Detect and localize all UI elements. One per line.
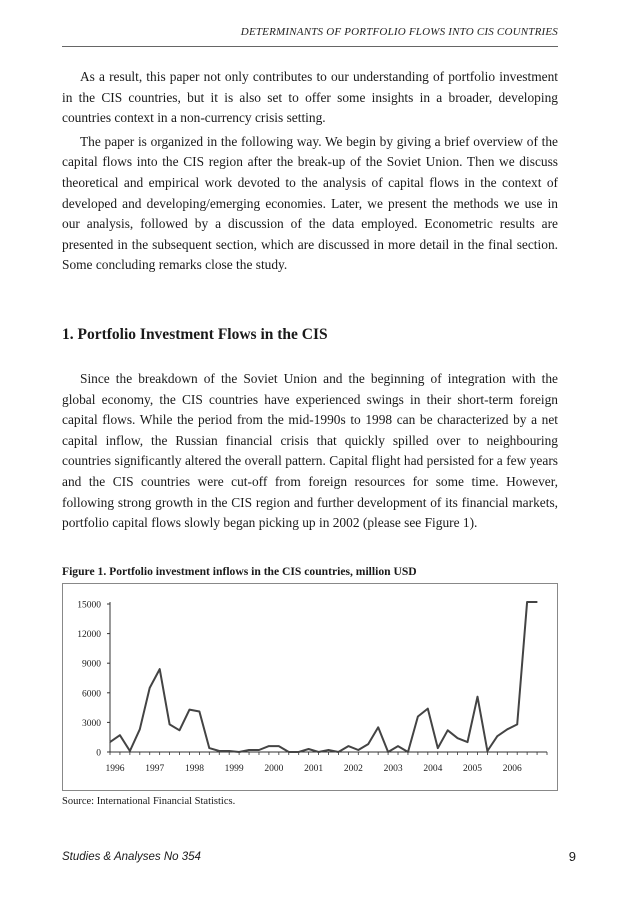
figure-box <box>62 583 558 791</box>
y-tick-label: 3000 <box>82 718 101 729</box>
x-tick-label: 1999 <box>224 764 244 774</box>
figure-source: Source: International Financial Statistics. <box>62 796 236 807</box>
data-point <box>457 738 458 739</box>
data-point <box>507 729 508 730</box>
x-tick-label: 1998 <box>184 764 204 774</box>
data-point <box>149 687 150 688</box>
data-point <box>278 746 279 747</box>
data-point <box>397 746 398 747</box>
data-point <box>447 730 448 731</box>
data-point <box>527 601 528 602</box>
y-tick-label: 9000 <box>82 659 101 670</box>
y-tick-label: 6000 <box>82 689 101 700</box>
data-point <box>169 724 170 725</box>
page-number: 9 <box>568 849 576 864</box>
data-point <box>159 669 160 670</box>
data-point <box>189 709 190 710</box>
data-point <box>328 749 329 750</box>
data-point <box>248 749 249 750</box>
data-point <box>308 748 309 749</box>
data-point <box>298 751 299 752</box>
y-tick-label: 12000 <box>77 630 101 641</box>
running-header: DETERMINANTS OF PORTFOLIO FLOWS INTO CIS COUNTRIES <box>240 26 558 38</box>
intro-paragraph-1: As a result, this paper not only contributes to our understanding of portfolio investment in the CIS countries, but it is also set to offer some insights in a broader, developing countries context in a non-currency crisis setting. <box>62 69 558 126</box>
data-point <box>427 708 428 709</box>
data-point <box>358 749 359 750</box>
x-tick-label: 2001 <box>304 764 324 774</box>
data-point <box>209 748 210 749</box>
data-point <box>378 727 379 728</box>
data-point <box>119 735 120 736</box>
data-point <box>229 750 230 751</box>
data-point <box>239 751 240 752</box>
data-point <box>467 742 468 743</box>
header-rule <box>62 46 558 47</box>
x-tick-label: 1996 <box>105 764 125 774</box>
x-tick-label: 2004 <box>423 764 443 774</box>
x-tick-label: 2006 <box>502 764 522 774</box>
footer-series-title: Studies & Analyses No 354 <box>62 851 201 863</box>
data-point <box>338 751 339 752</box>
y-tick-label: 15000 <box>77 600 101 611</box>
data-point <box>368 744 369 745</box>
data-point <box>388 751 389 752</box>
y-tick-label: 0 <box>96 748 101 759</box>
data-point <box>318 751 319 752</box>
data-point <box>348 746 349 747</box>
data-point <box>139 729 140 730</box>
x-tick-label: 1997 <box>145 764 165 774</box>
section-heading: 1. Portfolio Investment Flows in the CIS <box>62 326 328 343</box>
figure-caption: Figure 1. Portfolio investment inflows in the CIS countries, million USD <box>62 565 417 578</box>
data-point <box>417 716 418 717</box>
data-point <box>537 601 538 602</box>
x-tick-label: 2002 <box>343 764 363 774</box>
data-point <box>179 730 180 731</box>
data-point <box>288 751 289 752</box>
data-point <box>437 748 438 749</box>
data-point <box>487 750 488 751</box>
x-tick-label: 2003 <box>383 764 403 774</box>
intro-paragraph-2: The paper is organized in the following way. We begin by giving a brief overview of the capital flows into the CIS region after the break-up of the Soviet Union. Then we discuss theoretical and empirical work devoted to the analysis of capital flows in the context of developed and developing/emerging economies. Later, we present the methods we use in our analysis, followed by a discussion of the data employed. Econometric results are presented in the subsequent section, which are discussed in more detail in the final section. Some concluding remarks close the study. <box>62 133 558 273</box>
data-point <box>477 696 478 697</box>
data-point <box>517 724 518 725</box>
section-paragraph: Since the breakdown of the Soviet Union and the beginning of integration with the global economy, the CIS countries have experienced swings in their short-term foreign capital flows. While the period from the mid-1990s to 1998 can be characterized by a net capital inflow, the Russian financial crisis that quickly spilled over to neighbouring countries significantly altered the overall pattern. Capital flight had persisted for a few years and the CIS countries were cut-off from foreign resources for some time. However, following strong growth in the CIS region and further development of its financial markets, portfolio capital flows slowly began picking up in 2002 (please see Figure 1). <box>62 371 558 531</box>
series-line <box>110 602 537 752</box>
data-point <box>407 751 408 752</box>
data-point <box>219 750 220 751</box>
x-tick-label: 2000 <box>264 764 284 774</box>
intro-text <box>62 67 558 279</box>
x-tick-label: 2005 <box>463 764 483 774</box>
data-point <box>497 736 498 737</box>
data-point <box>268 746 269 747</box>
data-point <box>199 711 200 712</box>
data-point <box>109 742 110 743</box>
data-point <box>129 750 130 751</box>
section-body <box>62 369 558 537</box>
chart <box>63 584 557 790</box>
data-point <box>258 749 259 750</box>
